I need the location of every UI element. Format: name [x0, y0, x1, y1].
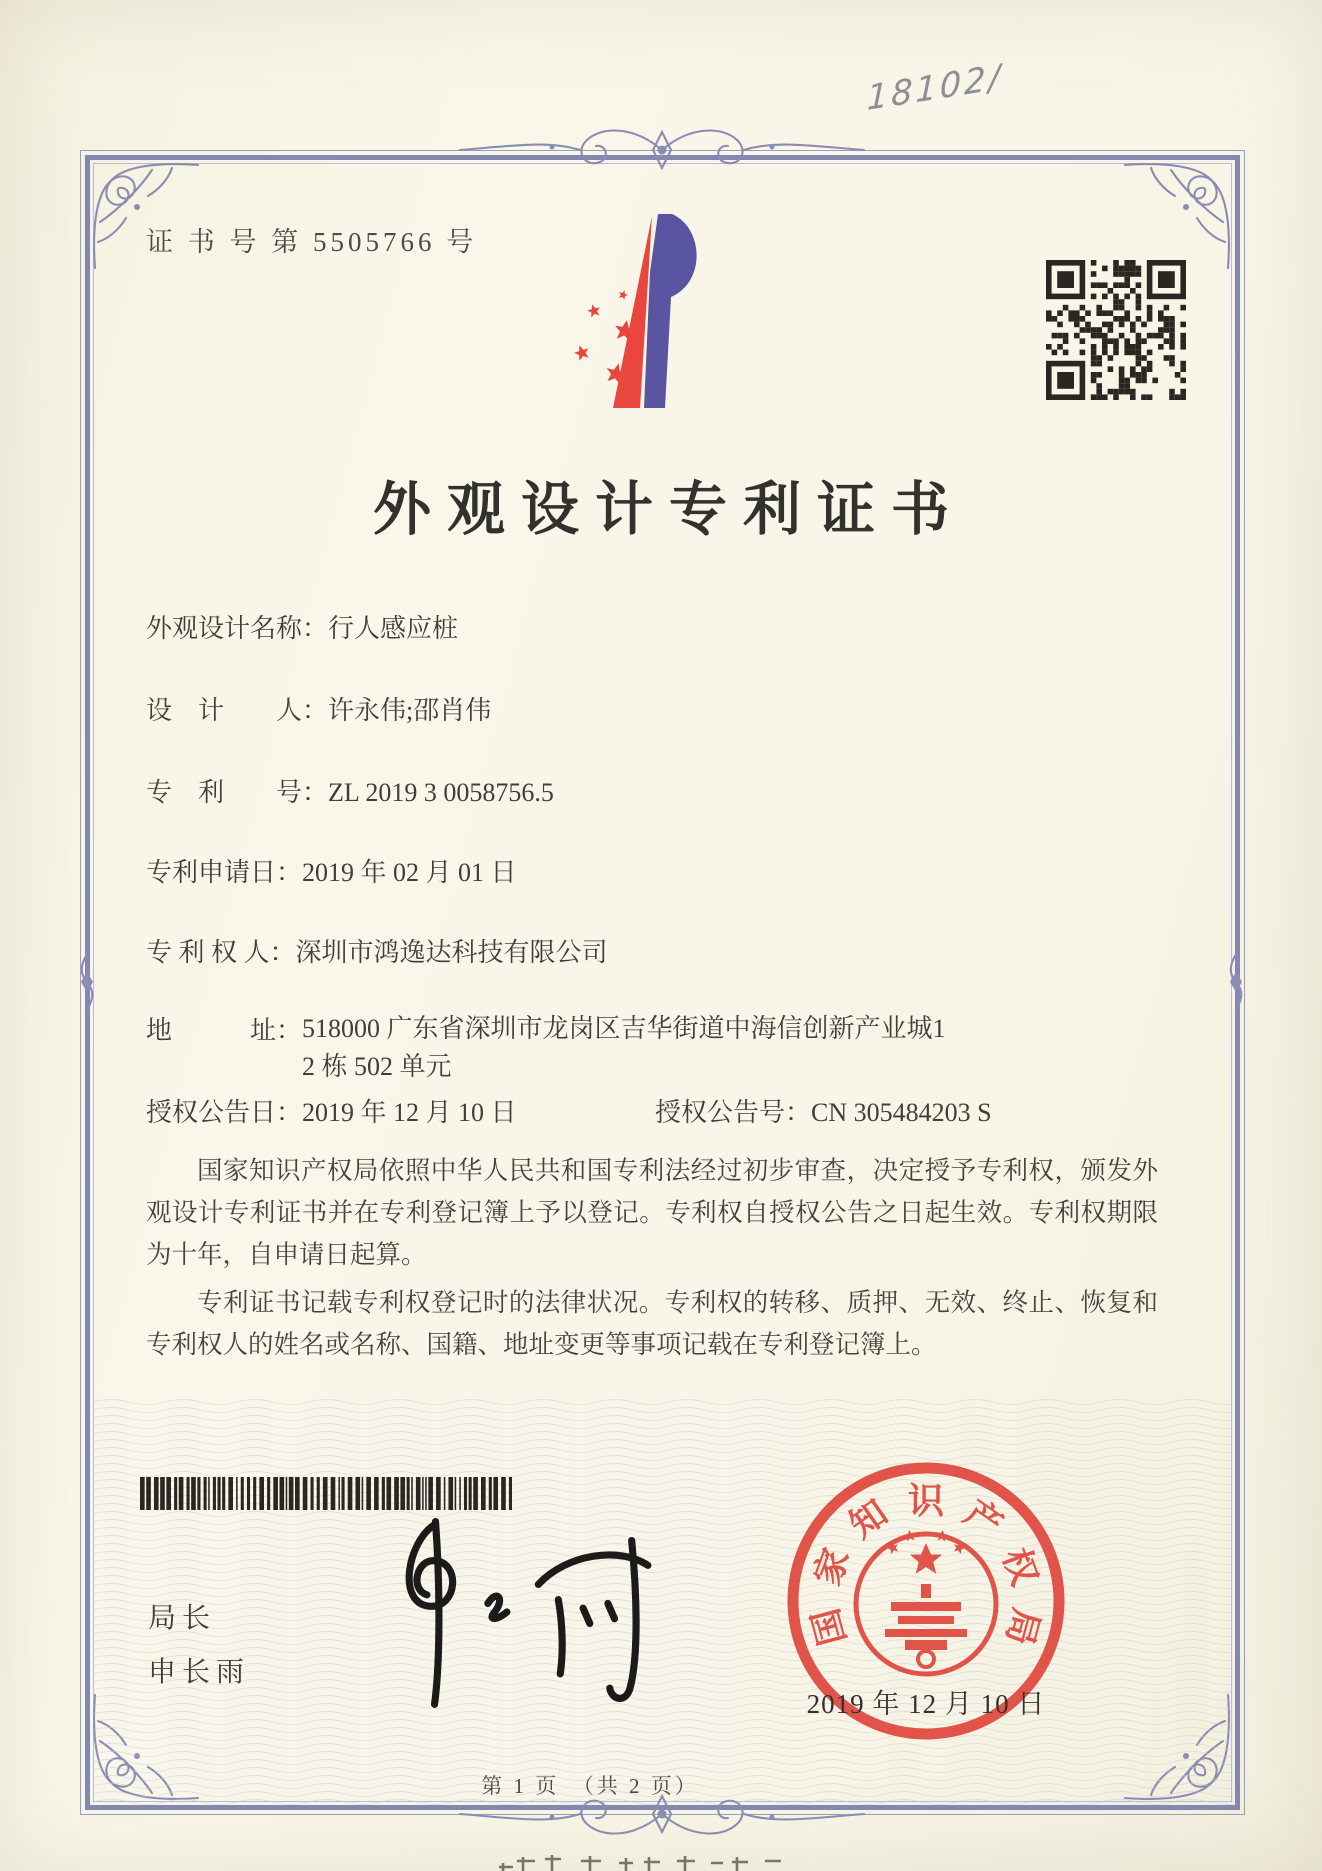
- field-label: 专利申请日：: [146, 858, 303, 887]
- field-value: 2019 年 02 月 01 日: [302, 858, 517, 887]
- field-grant-number: [655, 1092, 992, 1129]
- page-number-footer: 第 1 页 （共 2 页）: [481, 1774, 699, 1798]
- frame-ornament-right-middle: [1223, 952, 1249, 1012]
- field-value-line2: 2 栋 502 单元: [302, 1052, 452, 1081]
- certificate-title: 外观设计专利证书: [372, 477, 965, 542]
- svg-text:识: 识: [907, 1481, 945, 1521]
- field-address: [146, 1010, 1202, 1086]
- svg-text:权: 权: [995, 1543, 1045, 1591]
- field-value: 深圳市鸿逸达科技有限公司: [295, 938, 608, 967]
- field-label: 设 计 人：: [146, 696, 329, 725]
- field-designer: [146, 690, 491, 727]
- frame-ornament-top-center: [452, 116, 872, 180]
- field-label: 外观设计名称：: [146, 614, 329, 643]
- field-value-line1: 518000 广东省深圳市龙岗区吉华街道中海信创新产业城1: [302, 1014, 946, 1043]
- svg-text:国: 国: [805, 1604, 854, 1650]
- body-paragraph-2: 专利证书记载专利权登记时的法律状况。专利权的转移、质押、无效、终止、恢复和专利权人的姓名或名称、国籍、地址变更等事项记载在专利登记簿上。: [146, 1288, 1158, 1359]
- field-value: 许永伟;邵肖伟: [328, 696, 492, 725]
- svg-text:家: 家: [807, 1543, 857, 1591]
- frame-ornament-left-middle: [74, 952, 100, 1012]
- cutoff-text-fragment: [497, 1849, 787, 1871]
- seal-date: 2019 年 12 月 10 日: [806, 1689, 1046, 1719]
- frame-corner-flourish-top-right: [1123, 158, 1235, 270]
- field-label: 授权公告号：: [655, 1098, 812, 1127]
- certificate-number: 证 书 号 第 5505766 号: [146, 227, 478, 257]
- field-value: CN 305484203 S: [811, 1098, 992, 1127]
- signer-title: 局长: [148, 1603, 217, 1634]
- qr-code: [1046, 260, 1186, 400]
- barcode: [140, 1477, 514, 1510]
- svg-text:产: 产: [957, 1492, 1010, 1546]
- field-label: 授权公告日：: [146, 1098, 303, 1127]
- commissioner-signature: [340, 1512, 670, 1712]
- cnipa-logo-icon: [552, 212, 712, 412]
- field-value: 行人感应桩: [328, 614, 459, 643]
- field-label: 地 址：: [146, 1016, 303, 1045]
- field-value: 2019 年 12 月 10 日: [302, 1098, 517, 1127]
- national-emblem: [856, 1529, 996, 1674]
- field-grant-date: [146, 1092, 517, 1129]
- field-value: ZL 2019 3 0058756.5: [328, 778, 554, 807]
- body-paragraph-1: 国家知识产权局依照中华人民共和国专利法经过初步审查，决定授予专利权，颁发外观设计专利证书并在专利登记簿上予以登记。专利权自授权公告之日起生效。专利权期限为十年，自申请日起算。: [146, 1156, 1158, 1269]
- field-patentee: [146, 932, 608, 969]
- field-patent-number: [146, 772, 554, 809]
- svg-text:局: 局: [998, 1604, 1047, 1650]
- field-label: 专 利 号：: [146, 778, 329, 807]
- handwritten-annotation: 18102/: [866, 56, 1004, 120]
- svg-text:知: 知: [842, 1492, 895, 1546]
- signer-name: 申长雨: [148, 1657, 251, 1688]
- field-label: 专 利 权 人：: [146, 938, 296, 967]
- field-filing-date: [146, 852, 517, 889]
- field-design-name: [146, 608, 458, 645]
